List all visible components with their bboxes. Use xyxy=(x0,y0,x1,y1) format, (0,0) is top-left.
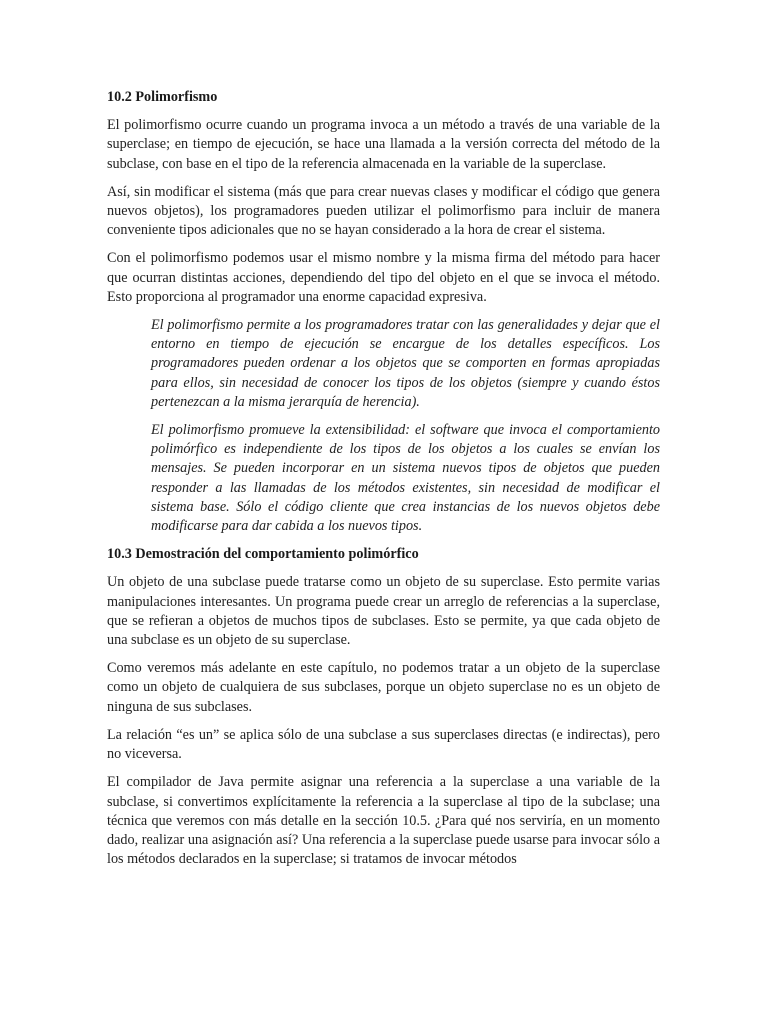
italic-quote: El polimorfismo permite a los programadores tratar con las generalidades y dejar que el entorno en tiempo de ejecución se encargue de los detalles específicos. Los programadores pueden ordenar a los objetos que se comporten en formas apropiadas para ellos, sin necesidad de conocer los tipos de los objetos (siempre y cuando éstos pertenezcan a la misma jerarquía de herencia). xyxy=(151,317,660,410)
section-heading-10-3: 10.3 Demostración del comportamiento polimórfico xyxy=(107,546,419,563)
paragraph: Así, sin modificar el sistema (más que para crear nuevas clases y modificar el código que genera nuevos objetos), los programadores pueden utilizar el polimorfismo para incluir de manera conveniente tipos adicionales que no se hayan considerado a la hora de crear el sistema. xyxy=(107,183,660,239)
paragraph: El compilador de Java permite asignar una referencia a la superclase a una variable de la subclase, si convertimos explícitamente la referencia a la superclase al tipo de la subclase; una técnica que veremos con más detalle en la sección 10.5. ¿Para qué nos serviría, en un momento dado, realizar una asignación así? Una referencia a la superclase puede usarse para invocar sólo a los métodos declarados en la superclase; si tratamos de invocar métodos xyxy=(107,774,660,868)
paragraph: Como veremos más adelante en este capítulo, no podemos tratar a un objeto de la superclase como un objeto de cualquiera de sus subclases, porque un objeto superclase no es un objeto de ninguna de sus subclases. xyxy=(107,660,660,715)
document-body xyxy=(107,88,660,878)
paragraph: Con el polimorfismo podemos usar el mismo nombre y la misma firma del método para hacer que ocurran distintas acciones, dependiendo del tipo del objeto en el que se invoca el método. Esto proporciona al programador una enorme capacidad expresiva. xyxy=(107,250,660,305)
italic-quote: El polimorfismo promueve la extensibilidad: el software que invoca el comportamiento polimórfico es independiente de los tipos de los objetos a los cuales se envían los mensajes. Se pueden incorporar en un sistema nuevos tipos de objetos que pueden responder a las llamadas de los métodos existentes, sin necesidad de modificar el sistema base. Sólo el código cliente que crea instancias de los nuevos objetos debe modificarse para dar cabida a los nuevos tipos. xyxy=(151,422,660,535)
paragraph: Un objeto de una subclase puede tratarse como un objeto de su superclase. Esto permite varias manipulaciones interesantes. Un programa puede crear un arreglo de referencias a la superclase, que se refieran a objetos de muchos tipos de subclases. Esto se permite, ya que cada objeto de una subclase es un objeto de su superclase. xyxy=(107,574,660,649)
paragraph: El polimorfismo ocurre cuando un programa invoca a un método a través de una variable de la superclase; en tiempo de ejecución, se hace una llamada a la versión correcta del método de la subclase, con base en el tipo de la referencia almacenada en la variable de la superclase. xyxy=(107,117,660,172)
paragraph: La relación “es un” se aplica sólo de una subclase a sus superclases directas (e indirectas), pero no viceversa. xyxy=(107,726,660,763)
section-heading-10-2: 10.2 Polimorfismo xyxy=(107,89,218,105)
